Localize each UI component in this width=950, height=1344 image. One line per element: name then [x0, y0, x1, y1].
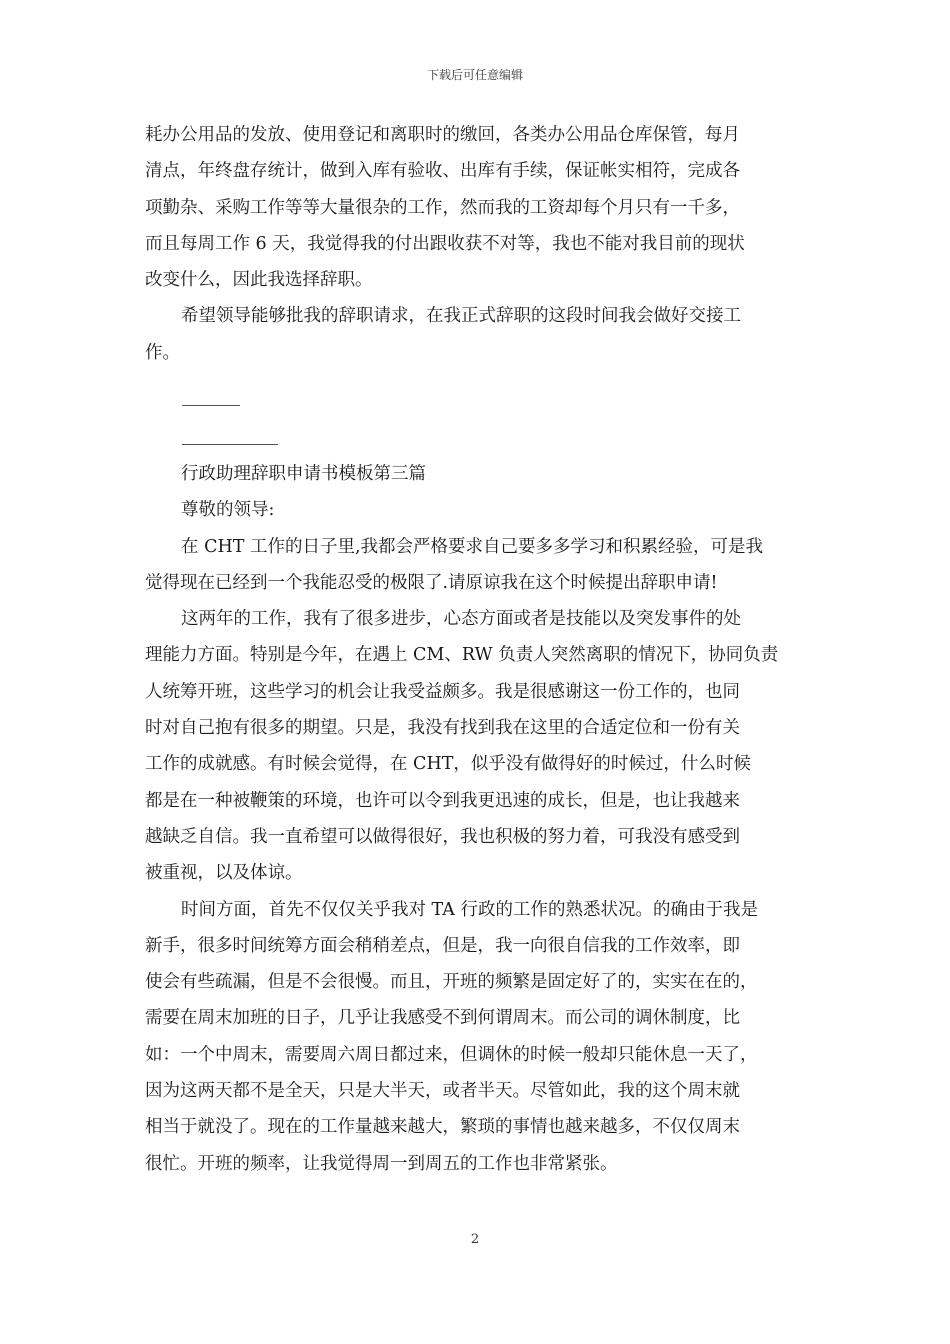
document-body — [145, 117, 807, 371]
paragraph-line: 如：一个中周末，需要周六周日都过来，但调休的时候一般却只能休息一天了， — [145, 1044, 758, 1065]
section-title: 行政助理辞职申请书模板第三篇 — [181, 464, 426, 484]
separator-line-long — [182, 444, 278, 445]
paragraph-line: 而且每周工作 6 天，我觉得我的付出跟收获不对等，我也不能对我目前的现状 — [145, 233, 745, 254]
paragraph-line: 改变什么，因此我选择辞职。 — [145, 270, 373, 291]
paragraph-line: 时间方面，首先不仅仅关乎我对 TA 行政的工作的熟悉状况。的确由于我是 — [181, 899, 758, 920]
paragraph-line: 相当于就没了。现在的工作量越来越大，繁琐的事情也越来越多，不仅仅周末 — [145, 1117, 740, 1138]
paragraph-line: 新手，很多时间统筹方面会稍稍差点，但是，我一向很自信我的工作效率，即 — [145, 935, 740, 956]
paragraph-line: 需要在周末加班的日子，几乎让我感受不到何谓周末。而公司的调休制度，比 — [145, 1008, 740, 1029]
salutation: 尊敬的领导: — [181, 500, 275, 521]
paragraph-line: 理能力方面。特别是今年，在遇上 CM、RW 负责人突然离职的情况下，协同负责 — [145, 645, 779, 666]
paragraph-line: 清点，年终盘存统计，做到入库有验收、出库有手续，保证帐实相符，完成各 — [145, 161, 740, 182]
paragraph-line: 很忙。开班的频率，让我觉得周一到周五的工作也非常紧张。 — [145, 1153, 618, 1174]
paragraph-line: 作。 — [145, 342, 180, 363]
paragraph-line: 被重视，以及体谅。 — [145, 863, 303, 884]
paragraph-line: 工作的成就感。有时候会觉得，在 CHT，似乎没有做得好的时候过，什么时候 — [145, 754, 751, 775]
paragraph-line: 都是在一种被鞭策的环境，也许可以令到我更迅速的成长，但是，也让我越来 — [145, 790, 740, 811]
paragraph-line: 越缺乏自信。我一直希望可以做得很好，我也积极的努力着，可我没有感受到 — [145, 826, 740, 847]
paragraph-line: 项勤杂、采购工作等等大量很杂的工作，然而我的工资却每个月只有一千多， — [145, 197, 740, 218]
paragraph-line: 因为这两天都不是全天，只是大半天，或者半天。尽管如此，我的这个周末就 — [145, 1081, 740, 1102]
paragraph-line: 这两年的工作，我有了很多进步，心态方面或者是技能以及突发事件的处 — [181, 609, 741, 630]
paragraph-line: 觉得现在已经到一个我能忍受的极限了.请原谅我在这个时候提出辞职申请! — [145, 572, 718, 593]
separator-line-short — [182, 405, 240, 406]
document-body-section — [145, 456, 807, 1182]
paragraph-line: 使会有些疏漏，但是不会很慢。而且，开班的频繁是固定好了的，实实在在的， — [145, 972, 758, 993]
paragraph-line: 时对自己抱有很多的期望。只是，我没有找到我在这里的合适定位和一份有关 — [145, 718, 740, 739]
paragraph-line: 耗办公用品的发放、使用登记和离职时的缴回，各类办公用品仓库保管，每月 — [145, 125, 740, 145]
paragraph-line: 人统筹开班，这些学习的机会让我受益颇多。我是很感谢这一份工作的，也同 — [145, 681, 740, 702]
paragraph-line: 希望领导能够批我的辞职请求，在我正式辞职的这段时间我会做好交接工 — [181, 306, 741, 327]
paragraph-line: 在 CHT 工作的日子里,我都会严格要求自己要多多学习和积累经验，可是我 — [181, 536, 764, 557]
page-header-note: 下载后可任意编辑 — [426, 68, 523, 82]
page-number: 2 — [470, 1232, 480, 1247]
